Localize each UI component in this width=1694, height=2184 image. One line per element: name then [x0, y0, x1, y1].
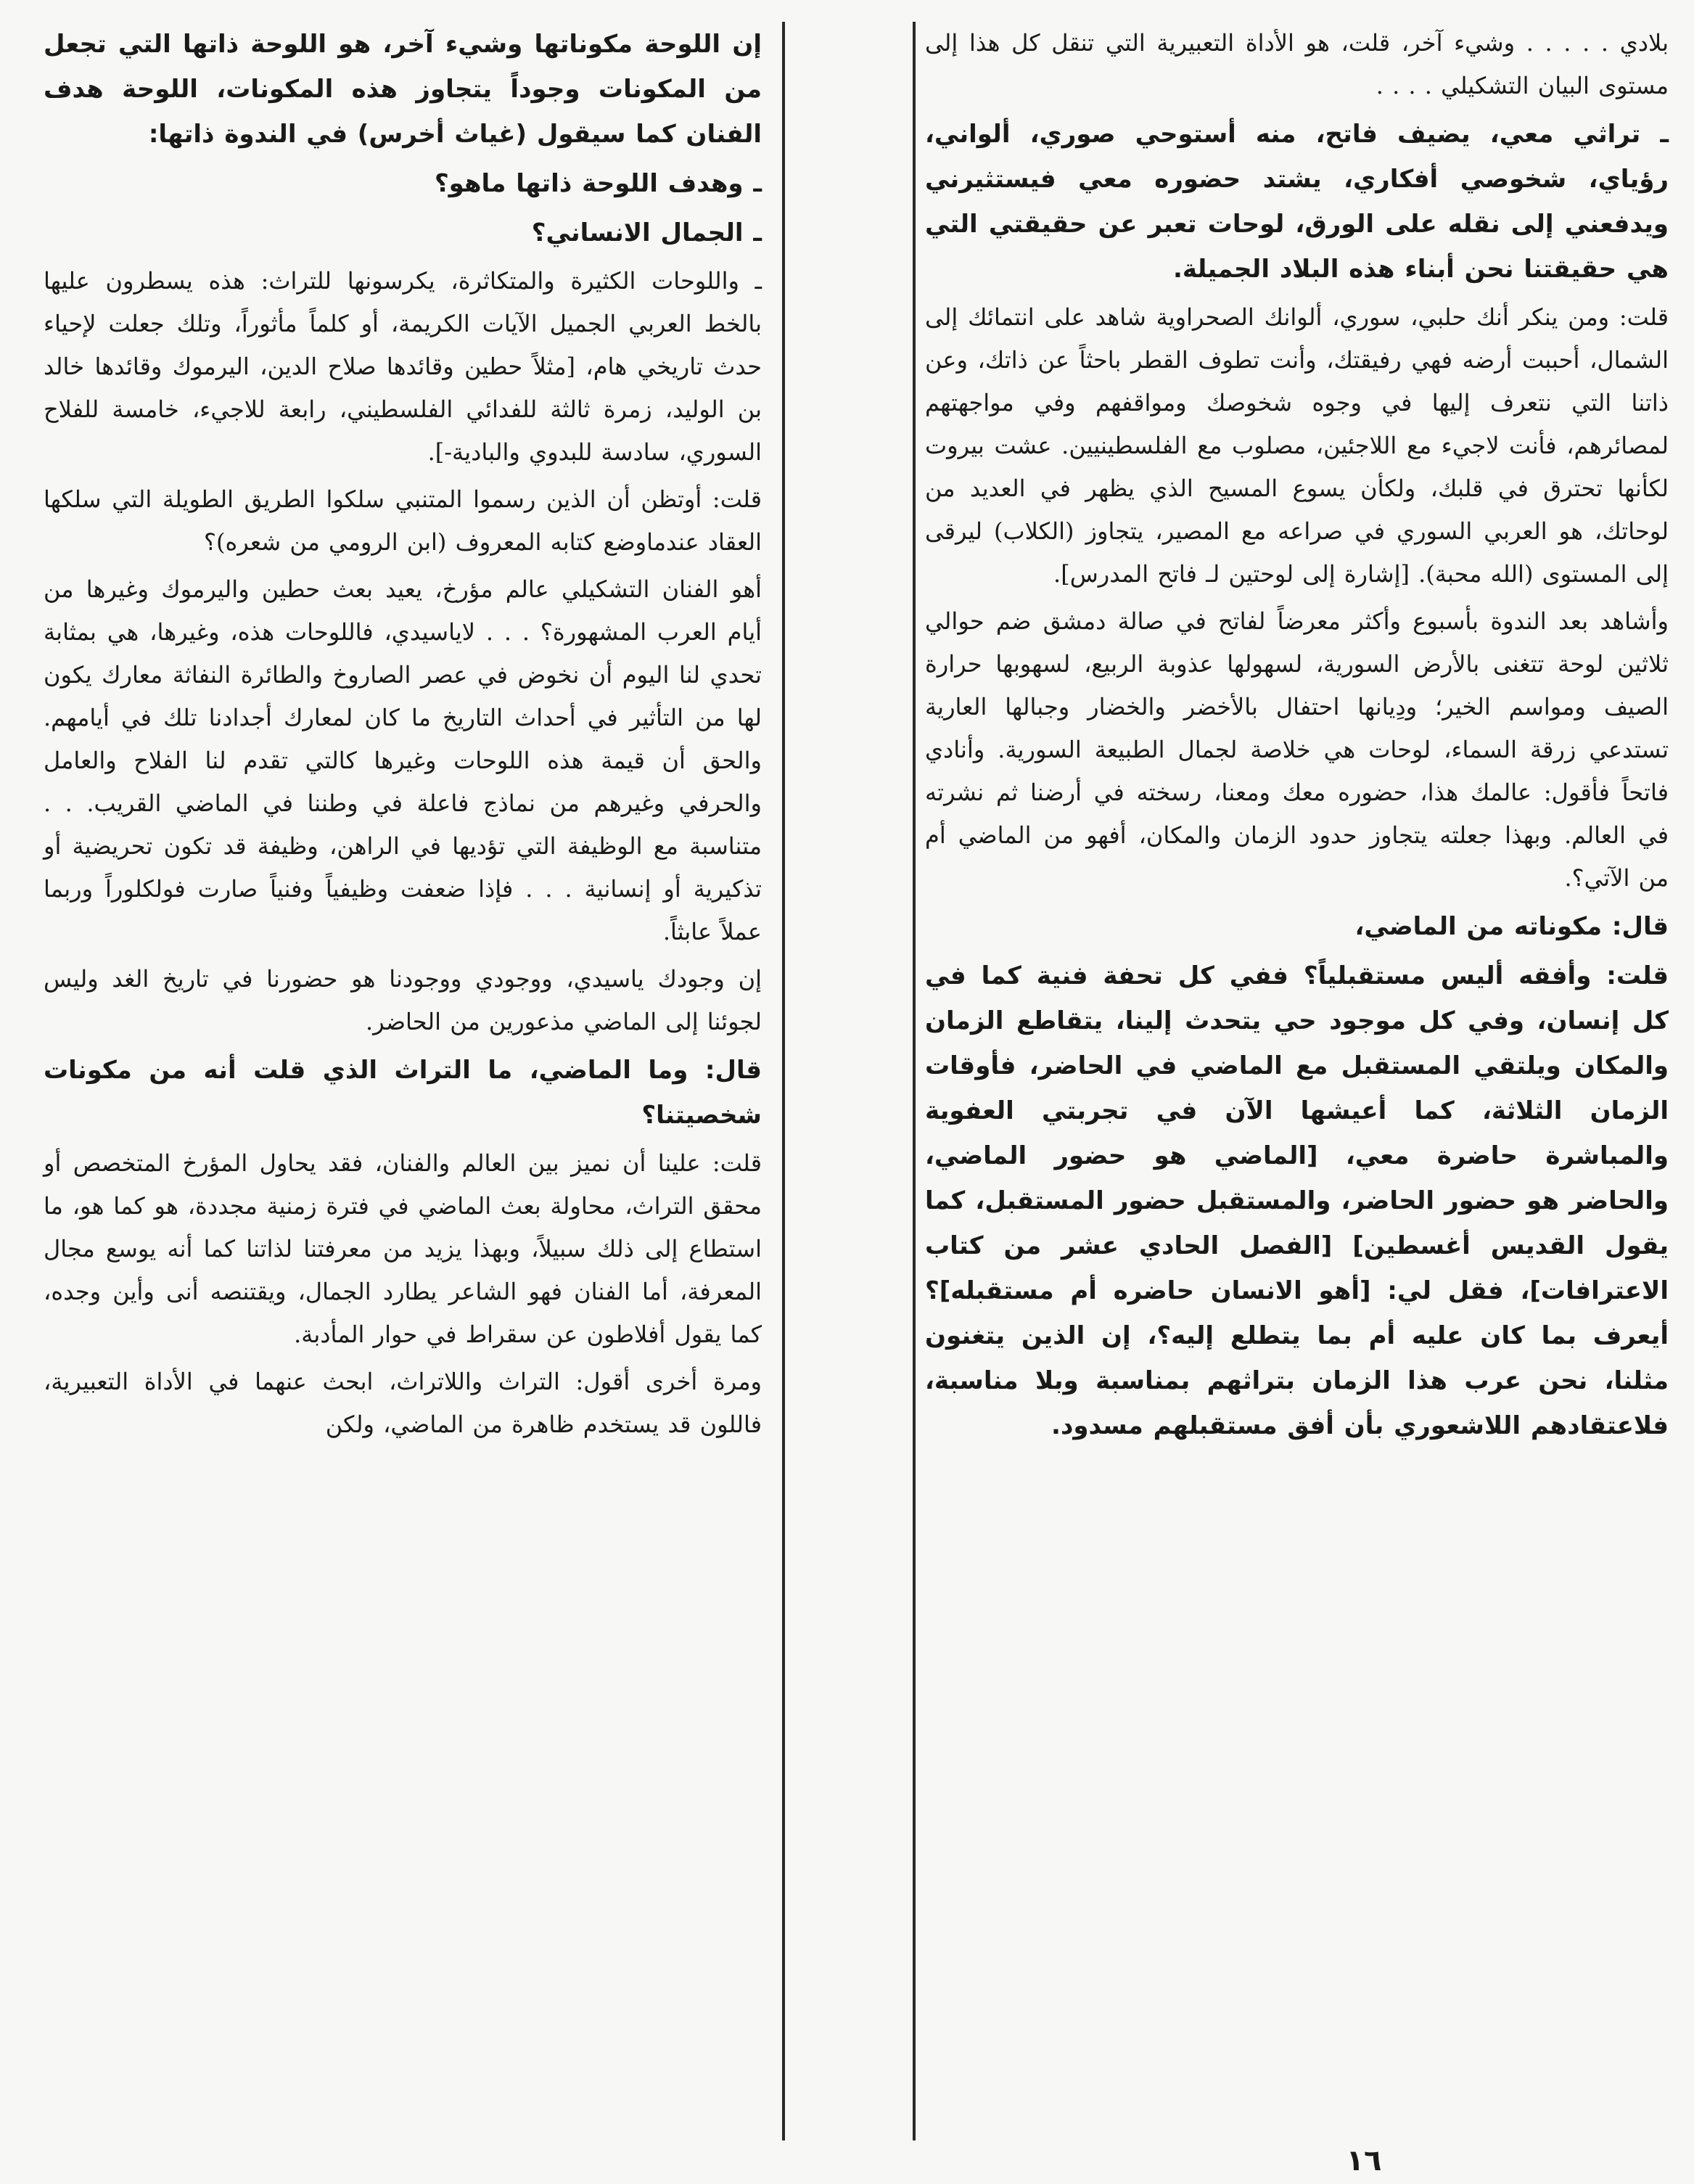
bold-paragraph: قال: وما الماضي، ما التراث الذي قلت أنه من مكونات شخصيتنا؟ — [44, 1056, 762, 1130]
bold-paragraph: قلت: وأفقه أليس مستقبلياً؟ ففي كل تحفة فنية كما في كل إنسان، وفي كل موجود حي يتحدث إلينا، يتقاطع الزمان والمكان ويلتقي المستقبل مع الماضي في الحاضر، فأوقات الزمان الثلاثة، كما أعيشها الآن في تجربتي العفوية والمباشرة حاضرة معي، [الماضي هو حضور الماضي، والحاضر هو حضور الحاضر، والمستقبل حضور المستقبل، كما يقول القديس أغسطين] [الفصل الحادي عشر من كتاب الاعترافات]، فقل لي: [أهو الانسان حاضره أم مستقبله]؟ أيعرف بما كان عليه أم بما يتطلع إليه؟، إن الذين يتغنون مثلنا، نحن عرب هذا الزمان بتراثهم بمناسبة وبلا مناسبة، فلاعتقادهم اللاشعوري بأن أفق مستقبلهم مسدود. — [925, 961, 1669, 1440]
paragraph: ومرة أخرى أقول: التراث واللاتراث، ابحث عنهما في الأداة التعبيرية، فاللون قد يستخدم ظاهرة من الماضي، ولكن — [44, 1368, 762, 1438]
paragraph: إن وجودك ياسيدي، ووجودي ووجودنا هو حضورنا في تاريخ الغد وليس لجوئنا إلى الماضي مذعورين من الحاضر. — [44, 965, 762, 1035]
paragraph: بلادي . . . . . وشيء آخر، قلت، هو الأداة التعبيرية التي تنقل كل هذا إلى مستوى البيان التشكيلي . . . . — [925, 29, 1669, 99]
column-divider-left — [782, 22, 785, 2140]
question-heading: ـ وهدف اللوحة ذاتها ماهو؟ — [434, 169, 762, 198]
bold-paragraph: ـ تراثي معي، يضيف فاتح، منه أستوحي صوري، ألواني، رؤياي، شخوصي أفكاري، يشتد حضوره معي فيستثيرني ويدفعني إلى نقله على الورق، لوحات تعبر عن حقيقتي التي هي حقيقتنا نحن أبناء هذه البلاد الجميلة. — [925, 120, 1669, 284]
question-heading: ـ الجمال الانساني؟ — [531, 218, 762, 247]
left-column — [29, 22, 769, 2133]
right-column — [918, 22, 1683, 2133]
paragraph: ـ واللوحات الكثيرة والمتكاثرة، يكرسونها للتراث: هذه يسطرون عليها بالخط العربي الجميل الآيات الكريمة، أو كلماً مأثوراً، وتلك جعلت لإحياء حدث تاريخي هام، [مثلاً حطين وقائدها صلاح الدين، اليرموك وقائدها خالد بن الوليد، زمرة ثالثة للفدائي الفلسطيني، رابعة للاجيء، خامسة للفلاح السوري، سادسة للبدوي والبادية-]. — [44, 267, 762, 466]
paragraph: وأشاهد بعد الندوة بأسبوع وأكثر معرضاً لفاتح في صالة دمشق ضم حوالي ثلاثين لوحة تتغنى بالأرض السورية، لسهولها عذوبة الربيع، لسهوبها حرارة الصيف ومواسم الخير؛ ودِيانها احتفال بالأخضر والخضار وجبالها العارية تستدعي زرقة السماء، لوحات هي خلاصة لجمال الطبيعة السورية. وأنادي فاتحاً فأقول: عالمك هذا، حضوره معك ومعنا، رسخته في أرضنا ثم نشرته في العالم. وبهذا جعلته يتجاوز حدود الزمان والمكان، أفهو من الماضي أم من الآتي؟. — [925, 607, 1669, 892]
paragraph: قلت: علينا أن نميز بين العالم والفنان، فقد يحاول المؤرخ المتخصص أو محقق التراث، محاولة بعث الماضي في فترة زمنية مجددة، هو كما هو، ما استطاع إلى ذلك سبيلاً، وبهذا يزيد من معرفتنا لذاتنا كما أنه يوسع مجال المعرفة، أما الفنان فهو الشاعر يطارد الجمال، ويقتنصه أنى وأين وجده، كما يقول أفلاطون عن سقراط في حوار المأدبة. — [44, 1149, 762, 1348]
bold-paragraph: إن اللوحة مكوناتها وشيء آخر، هو اللوحة ذاتها التي تجعل من المكونات وجوداً يتجاوز هذه المكونات، اللوحة هدف الفنان كما سيقول (غياث أخرس) في الندوة ذاتها: — [44, 30, 762, 149]
paragraph: قلت: ومن ينكر أنك حلبي، سوري، ألوانك الصحراوية شاهد على انتمائك إلى الشمال، أحببت أرضه فهي رفيقتك، وأنت تطوف القطر باحثاً عن ذاتك، وعن ذاتنا التي نتعرف إليها في وجوه شخوصك ومواقفهم وفي مواجهتهم لمصائرهم، فأنت لاجيء مع اللاجئين، مصلوب مع الفلسطينيين. عشت بيروت لكأنها تحترق في قلبك، ولكأن يسوع المسيح الذي يظهر في العديد من لوحاتك، هو العربي السوري في صراعه مع المصير، يتجاوز (الكلاب) ليرقى إلى المستوى (الله محبة). [إشارة إلى لوحتين لـ فاتح المدرس]. — [925, 303, 1669, 588]
bold-paragraph: قال: مكوناته من الماضي، — [1354, 912, 1669, 941]
paragraph: قلت: أوتظن أن الذين رسموا المتنبي سلكوا الطريق الطويلة التي سلكها العقاد عندماوضع كتابه المعروف (ابن الرومي من شعره)؟ — [44, 485, 762, 556]
page-number: ١٦ — [1346, 2144, 1382, 2177]
paragraph: أهو الفنان التشكيلي عالم مؤرخ، يعيد بعث حطين واليرموك وغيرها من أيام العرب المشهورة؟ . . . لاياسيدي، فاللوحات هذه، وغيرها، هي بمثابة تحدي لنا اليوم أن نخوض في عصر الصاروخ والطائرة النفاثة معارك يكون لها من التأثير في أحداث التاريخ ما كان لمعارك أجدادنا تلك في أيامهم. والحق أن قيمة هذه اللوحات وغيرها كالتي تقدم لنا الفلاح والعامل والحرفي وغيرهم من نماذج فاعلة في وطننا في الماضي القريب. . . متناسبة مع الوظيفة التي تؤديها في الراهن، وظيفة قد تكون تحريضية أو تذكيرية أو إنسانية . . . فإذا ضعفت وظيفياً وفنياً صارت فولكلوراً وربما عملاً عابثاً. — [44, 575, 762, 945]
column-divider-right — [913, 22, 916, 2140]
